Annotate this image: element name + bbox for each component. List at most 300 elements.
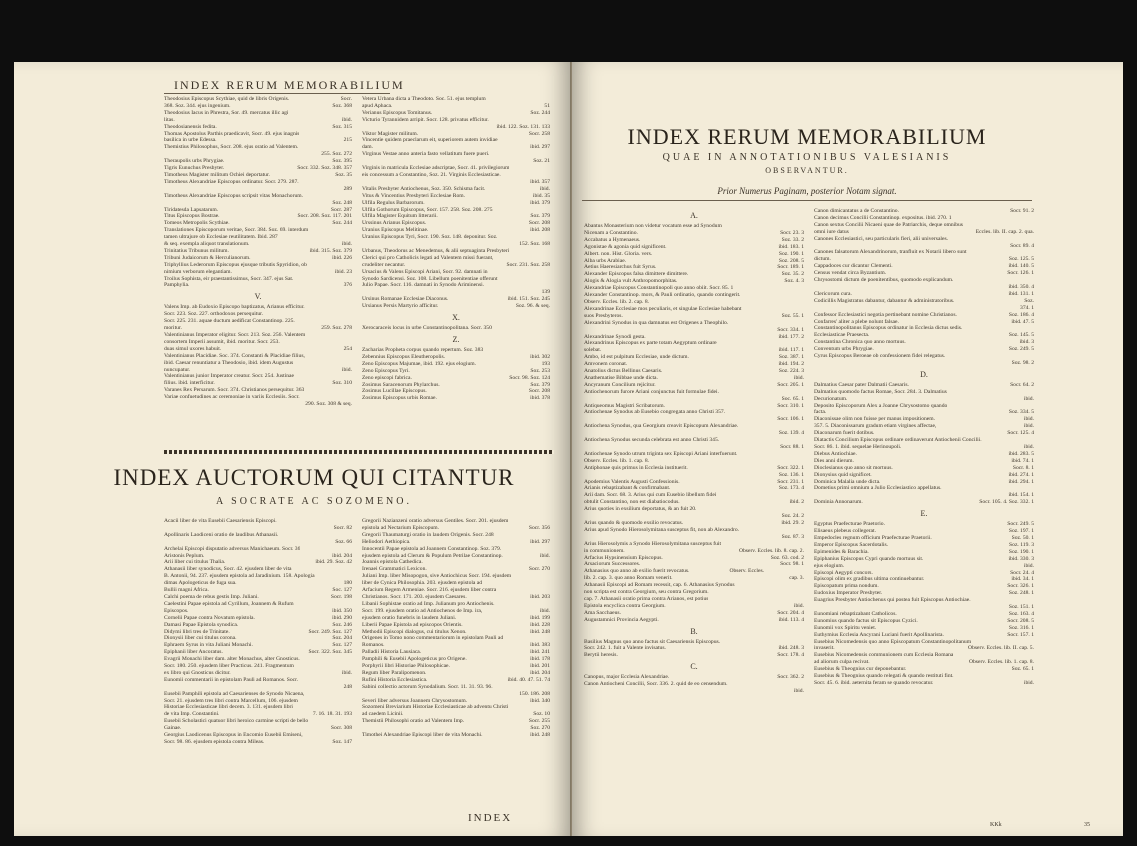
index-entry [814,229,1034,236]
index-entry [584,499,804,506]
entry-text: Eusebius Nicomedensis communionem cum Ecclesia Romana [814,652,954,659]
entry-text: Socr. 45. 6. ibid. aeternita feram se quando revocatur. [814,680,934,686]
entry-reference: Socr. 208. Soz. 117. 201 [297,213,352,220]
index-entry [362,131,550,138]
entry-text: apud Aphaca. [362,102,393,109]
entry-reference: Socr. 88. 1 [780,444,804,450]
entry-text: Emperor Episcopus Sacerdotalis. [814,541,889,548]
index-entry [814,492,1034,499]
entry-text: Socr. 199. ejusdem oratio ad Antiochenos de Imp. ira, [362,607,483,614]
entry-reference: Soz. 163. 4 [1008,610,1034,617]
index-entry [362,691,550,698]
entry-text: Heliodori Aethiopica. [362,538,411,545]
entry-reference: Soz. 316. 1 [1008,624,1034,631]
entry-reference: Soz. 334. 5 [1008,409,1034,416]
entry-text: Thomas Apostolus Parthis praedicavit, Socr. 49. ejus inagnis [164,130,300,137]
index-entry [584,681,804,688]
index-entry [362,165,550,172]
index-entry [164,332,352,339]
entry-text: Alexandrinae Synodi gesta. [584,333,646,340]
index-entry [584,561,804,568]
entry-text: Archelai Episcopi disputatio adversus Manichaeum. Socr. 36 [164,545,301,552]
entry-text: Damasi Papae Epistola synodica. [164,621,239,628]
entry-reference: Soz. 253 [530,367,550,374]
index-entry [164,282,352,289]
index-entry [584,513,804,520]
entry-reference: Socr. 82 [333,524,352,531]
entry-reference: Soz. 190. 1 [778,250,804,257]
index-entry [164,248,352,255]
entry-text: Deposito Episcoporum Alex a Joanne Chrysostomo quando [814,402,948,409]
entry-text: Clericorum cura. [814,290,852,297]
entry-text: Cappadoces cur dicantur Clementi. [814,263,893,270]
index-entry [814,437,1034,444]
entry-text: Zosimus Lucillae Episcopus. [362,388,427,395]
entry-text: Tiridatesda Lapsatarum. [164,206,219,213]
entry-text: Epistola encyclica contra Georgium. [584,602,666,609]
index-entry [584,264,804,271]
entry-reference: Soz. 173. 4 [778,485,804,492]
index-entry [362,656,550,663]
entry-reference: Soz. 21 [533,158,550,165]
index-entry [584,271,804,278]
entry-text: Vitus & Vincentius Presbyteri Ecclesiae Rom. [362,192,466,199]
entry-text: duas simul uxores habuit. [164,345,222,352]
index-entry [362,354,550,361]
index-entry [362,172,550,179]
index-entry [814,535,1034,542]
entry-text: Georgius Laodicenus Episcopus in Encomio Eusebii Emiseni, [164,732,303,739]
entry-reference: Observ. Eccles. lib. 1. cap. 8. [968,659,1034,666]
entry-reference [800,681,804,688]
index-entry [362,532,550,539]
entry-reference [348,518,352,525]
entry-text: Diaconarum fuerit dotibus. [814,430,875,437]
entry-text: Constantinopolitanus Episcopus ordinatur in Ecclesia dictus sedis. [814,325,963,332]
entry-reference [348,276,352,283]
index-entry [814,666,1034,673]
entry-reference: Soz. 379 [530,213,550,220]
entry-reference [800,389,804,396]
index-entry [164,318,352,325]
index-entry [814,284,1034,291]
entry-text: Dioclesianus quo anno sit mortuus. [814,464,893,471]
index-entry [814,472,1034,479]
entry-text: Verianus Episcopus Tomitanus. [362,109,433,116]
entry-reference: Socr. 249. 5 [1007,521,1034,528]
entry-text: Basilius Magnus quo anno factus sit Caesariensis Episcopus. [584,638,721,645]
index-entry [584,403,804,410]
index-entry [584,596,804,603]
entry-reference: ibid. 297 [530,538,550,545]
entry-reference [546,325,550,332]
index-entry [362,117,550,124]
entry-reference: Socr. 258 [528,130,550,137]
entry-reference: Observ. Eccles. lib. II. cap. 5. [968,645,1034,652]
index-entry [362,200,550,207]
index-entry [164,559,352,566]
entry-text: Clerici qui pro Catholicis legati ad Valentem missi fuerant, [362,254,494,261]
entry-reference: Socr. 64. 2 [1010,381,1034,388]
index-entry [814,597,1034,604]
index-entry [362,539,550,546]
index-entry [814,563,1034,570]
entry-text: Theodosianensis fedita. [164,123,217,130]
entry-reference [348,677,352,684]
entry-reference [348,353,352,360]
entry-reference: Socr. 362. 2 [777,674,804,681]
running-head-rule [164,93,390,94]
entry-reference: Soz. 197. 1 [1008,528,1034,535]
entry-reference [348,532,352,539]
index-entry [584,534,804,541]
index-entry [362,193,550,200]
entry-reference: Socr. 178. 4 [777,652,804,659]
entry-reference: Socr. 231. Soz. 258 [506,261,550,268]
index-entry [584,444,804,451]
entry-reference: Socr. 8. 1 [1012,464,1034,471]
entry-reference: 152. Soz. 168 [519,241,550,248]
entry-reference [546,207,550,214]
entry-reference: ibid. 47. 5 [1011,318,1034,325]
entry-reference: Socr. 126. 1 [1007,270,1034,277]
index-entry [584,617,804,624]
entry-reference: Socr. 208. 5 [1007,617,1034,624]
index-entry [814,222,1034,229]
entry-reference: Soz. 249. 5 [1008,346,1034,353]
entry-text: Ursacius & Valens Episcopi Ariani, Socr. 92. damnati in [362,268,488,275]
entry-text: Chrysostomi dictum de poenitentibus, quomodo explicandum. [814,277,954,284]
auctorum-col-b [362,518,550,739]
entry-text: Zosimus Saracenorum Phylarchus. [362,381,440,388]
entry-text: Canopus, major Ecclesia Alexandriae. [584,674,670,681]
entry-reference: ibid. 29. 2 [781,519,804,526]
auctorum-subtitle: A SOCRATE AC SOZOMENO. [215,496,413,507]
entry-text: Arius quoties in exsilium deportatus, & an fuit 20. [584,506,697,513]
entry-text: Alexandriae Episcopus Constantinopoli quo anno obiit. Socr. 85. 1 [584,285,734,292]
entry-text: Arii liber cui titulus Thalia. [164,559,226,566]
index-entry [164,103,352,110]
entry-text: Eunomii commentarii in epistolam Pauli ad Romanos. Socr. [164,676,299,683]
entry-reference [546,684,550,691]
index-entry [814,403,1034,410]
index-entry [584,688,804,695]
entry-text: ejusdem epistola ad Clerum & Populum Petrilae Constantinop. [362,552,503,559]
index-entry [362,559,550,566]
entry-reference [546,518,550,525]
entry-reference: ibid. 178 [530,656,550,663]
index-entry [164,704,352,711]
entry-text: Census vendat circa Byzantium. [814,270,887,277]
entry-text: Christianos. Socr. 171. 203. ejusdem Caesares. [362,593,467,600]
index-entry [164,304,352,311]
entry-reference [546,276,550,283]
entry-reference: Socr. 23. 3 [780,229,804,236]
letter-heading: B. [690,626,698,636]
index-entry [584,437,804,444]
index-entry [362,375,550,382]
entry-text: Canon decimus Concilii Constantinop. expositus. ibid. 270. 1 [814,214,952,221]
right-title-rule [582,200,1032,201]
entry-reference: Soz. 125. 5 [1008,256,1034,263]
entry-text: Aetius Haeresiarchus fuit Syrus. [584,264,657,271]
entry-reference [800,639,804,646]
entry-text: Urssinus Arianus Episcopus. [362,220,427,227]
entry-reference: 180 [343,580,352,587]
left-running-head: INDEX RERUM MEMORABILIUM [174,78,405,92]
index-entry [164,255,352,262]
entry-reference: Socr. 287 [330,206,352,213]
entry-text: Athanasii Episcopi ad Romam recessit, cap. 6. Athanasius Synodus [584,582,735,589]
index-entry [362,282,550,289]
entry-text: Canon Antiocheni Concilii, Socr. 336. 2. quid de eo censendum. [584,681,728,688]
index-entry [164,642,352,649]
index-entry [814,659,1034,666]
entry-text: Didymi libri tres de Trinitate. [164,628,230,635]
entry-reference [1030,597,1034,604]
entry-reference: ibid. 248. 3 [778,645,804,652]
entry-text: Decurionatum. [814,395,848,402]
entry-reference [800,527,804,534]
index-entry [164,207,352,214]
entry-text: lib. 2. cap. 3. quo anno Romam venerit. [584,575,673,582]
entry-text: Dalmatius Caesar pater Dalmatii Caesaris. [814,381,909,388]
index-entry [362,158,550,165]
entry-reference: Soz. 208. 5 [778,257,804,264]
entry-reference [1030,325,1034,332]
index-entry [362,179,550,186]
index-entry [362,227,550,234]
entry-text: Libanii Sophistae oratio ad Imp. Julianum pro Antiochenis. [362,600,495,607]
entry-reference [348,360,352,367]
index-entry [164,394,352,401]
entry-text: Antiqueomus Magistri Scribatorum. [584,402,665,409]
index-entry [362,525,550,532]
index-entry [362,553,550,560]
entry-reference: Soz. 98. 2 [1011,359,1034,366]
entry-reference: Socr. 198 [330,593,352,600]
index-entry [584,244,804,251]
entry-reference [800,299,804,306]
index-entry [164,131,352,138]
index-entry [584,389,804,396]
index-entry [584,506,804,513]
entry-text: Eusebii Pamphili epistola ad Caesarienses de Synodo Nicaena, [164,690,305,697]
entry-reference: Soz. 387. 1 [778,354,804,361]
entry-text: filius. ibid. interficitur. [164,380,215,387]
entry-reference: Soz. 24. 2 [781,513,804,520]
index-entry [362,615,550,622]
entry-text: Alogis & Alogia vult Anthropomorphitas. [584,278,678,285]
entry-reference: 7. 16. 18. 31. 193 [312,711,352,718]
entry-reference [800,451,804,458]
index-entry [362,382,550,389]
index-entry [584,527,804,534]
entry-text: Dionysii liber cui titulus corona. [164,635,237,642]
index-entry [164,339,352,346]
entry-reference: ibid. 199 [530,614,550,621]
index-entry [164,684,352,691]
entry-text: litas. [164,116,175,123]
entry-text: Zacharias Propheta corpus quando repertum. Soz. 383 [362,347,484,353]
index-entry [814,673,1034,680]
entry-text: Romanos. [362,642,385,649]
entry-reference: ibid. 131. 1 [1008,290,1034,297]
ornamental-rule [164,450,554,454]
index-entry [584,458,804,465]
index-entry [164,566,352,573]
entry-reference [546,559,550,566]
entry-reference: ibid. 29. Soz. 42 [315,559,352,566]
entry-reference [348,311,352,318]
entry-text: Liberii Papae Epistola ad episcopos Orientis. [362,621,463,628]
entry-text: Ancyranum Concilium rejicitur. [584,381,656,388]
entry-text: Arius apud Synodo Hierosolymitana susceptus fit, non ab Alexandro. [584,526,740,533]
index-entry [814,680,1034,687]
entry-reference: Soz. 87. 3 [781,533,804,540]
entry-reference [348,573,352,580]
index-entry [814,270,1034,277]
entry-reference: ibid. 228 [530,621,550,628]
index-entry [362,388,550,395]
entry-text: Episcopi olim ex gradibus ultima continuebantur. [814,576,925,583]
entry-text: Augustamnici Provincia Aegypti. [584,616,659,623]
entry-reference: Soz. 368 [332,102,352,109]
entry-reference [800,409,804,416]
index-entry [584,416,804,423]
index-entry [164,380,352,387]
entry-text: invaserit. [814,645,835,652]
entry-reference: Soz. 244 [332,220,352,227]
entry-reference: ibid. 177. 2 [778,333,804,340]
entry-reference: Soz. 248 [332,199,352,206]
entry-reference [546,282,550,289]
entry-reference [1030,652,1034,659]
entry-text: Euthymius Ecclesia Ancyrani Luciani fuerit Apollinarista. [814,631,944,638]
entry-text: Gainae. [164,725,182,732]
entry-text: Ephraem Syrus in vita Juliani Monachi. [164,642,253,649]
entry-text: Ulfila Gothorum Episcopus, Socr. 157. 258. Soz. 208. 275 [362,206,493,213]
index-entry [164,360,352,367]
index-entry [362,276,550,283]
index-entry [814,256,1034,263]
entry-text: Gregorii Nazianzeni oratio adversus Gentiles. Socr. 201. ejusdem [362,518,509,524]
index-entry [814,465,1034,472]
index-entry [814,305,1034,312]
entry-text: Confarres' aliter a plebe nolunt falsae. [814,318,899,325]
entry-reference: Soz. 224. 3 [778,368,804,375]
entry-text: Vincentie quidem praeclarum eit, superiorem autem invidiae [362,137,498,144]
index-entry [362,546,550,553]
entry-text: solebat. [584,347,602,354]
entry-reference [348,304,352,311]
entry-reference [800,306,804,313]
index-entry [584,251,804,258]
entry-reference: Soz. 246 [332,621,352,628]
index-entry [584,575,804,582]
index-entry [362,303,550,310]
entry-text: Themistius Philosophus, Socr. 208. ejus oratio ad Valentem. [164,144,299,151]
entry-reference: ibid. [1023,444,1034,450]
entry-text: ejusdem oratio funebris in laudem Juliani. [362,614,457,621]
entry-reference: Socr. 255 [528,718,550,725]
right-subtitle: QUAE IN ANNOTATIONIBUS VALESIANIS [662,152,952,163]
entry-reference [800,589,804,596]
entry-text: Valentinianus Imperator eligitur. Socr. 213. Soz. 256. Valentem [164,332,306,338]
entry-reference: ibid. 208 [530,227,550,234]
entry-reference [546,635,550,642]
entry-reference: 254 [343,345,352,352]
entry-text: Diatactis Concilium Episcopus ordinare ordinaverunt Antiochenii Concilii. [814,437,982,444]
entry-reference [348,387,352,394]
entry-text: Timotheus Magister militum Ochiei deportatur. [164,171,270,178]
entry-text: Vitalis Presbyter Antiochenus, Soz. 350. Schisma facit. [362,185,486,192]
entry-text: in communionem. [584,547,625,554]
entry-text: ad aliorum culpa recivat. [814,659,870,666]
entry-reference: Soz. 10 [533,711,550,718]
entry-reference: Socr. 208 [528,388,550,395]
entry-reference [800,596,804,603]
entry-text: Ambo, id est pulpitum Ecclesiae, unde dictum. [584,354,689,361]
index-entry [362,207,550,214]
index-entry [362,137,550,144]
left-col-b [362,96,550,402]
entry-reference: ibid. 23 [334,268,352,275]
index-entry [814,618,1034,625]
entry-text: Urbanus, Theodorus ac Menedemus, & alii septuaginta Presbyteri [362,247,510,254]
letter-heading: V. [254,292,262,302]
entry-reference: ibid. 74. 1 [1011,457,1034,464]
entry-reference [348,131,352,138]
index-entry [164,718,352,725]
index-entry [362,635,550,642]
entry-text: liber de Cynica Philosophia. 203. ejusdem epistola ad [362,580,483,587]
entry-text: Synodo Sardicensi. Soz. 108. Libellum poenitentiae offerunt [362,275,498,282]
entry-text: Ursinus Romanae Ecclesiae Diaconus. [362,296,449,303]
entry-text: Virginus Vestae anno anteria fasto vellatitum fuere pueri. [362,151,490,158]
entry-reference [348,339,352,346]
index-entry [814,353,1034,360]
index-entry [164,615,352,622]
entry-text: consortem Imperii assumit, ibid. moritur. Socr. 253. [164,338,280,345]
index-entry [362,608,550,615]
entry-text: Dies anni dierum. [814,457,854,464]
entry-reference [348,704,352,711]
index-entry [584,382,804,389]
entry-text: Origenes in Tomo nono commentariorum in epistolam Pauli ad [362,635,504,642]
entry-reference: ibid. 315. Soz. 379 [309,247,352,254]
index-entry [814,249,1034,256]
entry-text: Egyptus Praefecturae Praetorio. [814,521,885,528]
entry-reference [800,340,804,347]
entry-text: Caelestini Papae epistola ad Cyrillum, Joannem & Rufum [164,600,294,607]
index-entry [584,313,804,320]
entry-reference [1030,277,1034,284]
entry-text: Arius quando & quomodo exsilio revocatus. [584,519,684,526]
entry-text: Eunomiani rebaptizabant Catholicos. [814,610,897,617]
entry-reference [800,423,804,430]
index-entry [362,622,550,629]
entry-reference [1030,403,1034,410]
entry-text: cap. 7. Athanasii oratio prima contra Arianos, est potius [584,595,709,602]
entry-text: Accabatus a Hymenaeus. [584,236,641,243]
entry-text: crudeliter necantur. [362,261,406,268]
entry-reference: ibid. 241 [530,649,550,656]
entry-text: tamen ultrajure ob Ecclesiae reutilitatem. Ibid. 287 [164,234,278,241]
entry-reference: Soz. 190. 1 [1008,548,1034,555]
entry-reference [546,347,550,354]
entry-text: Dometius primi omnium a Julio Ecclesiastico appellatus. [814,485,942,492]
